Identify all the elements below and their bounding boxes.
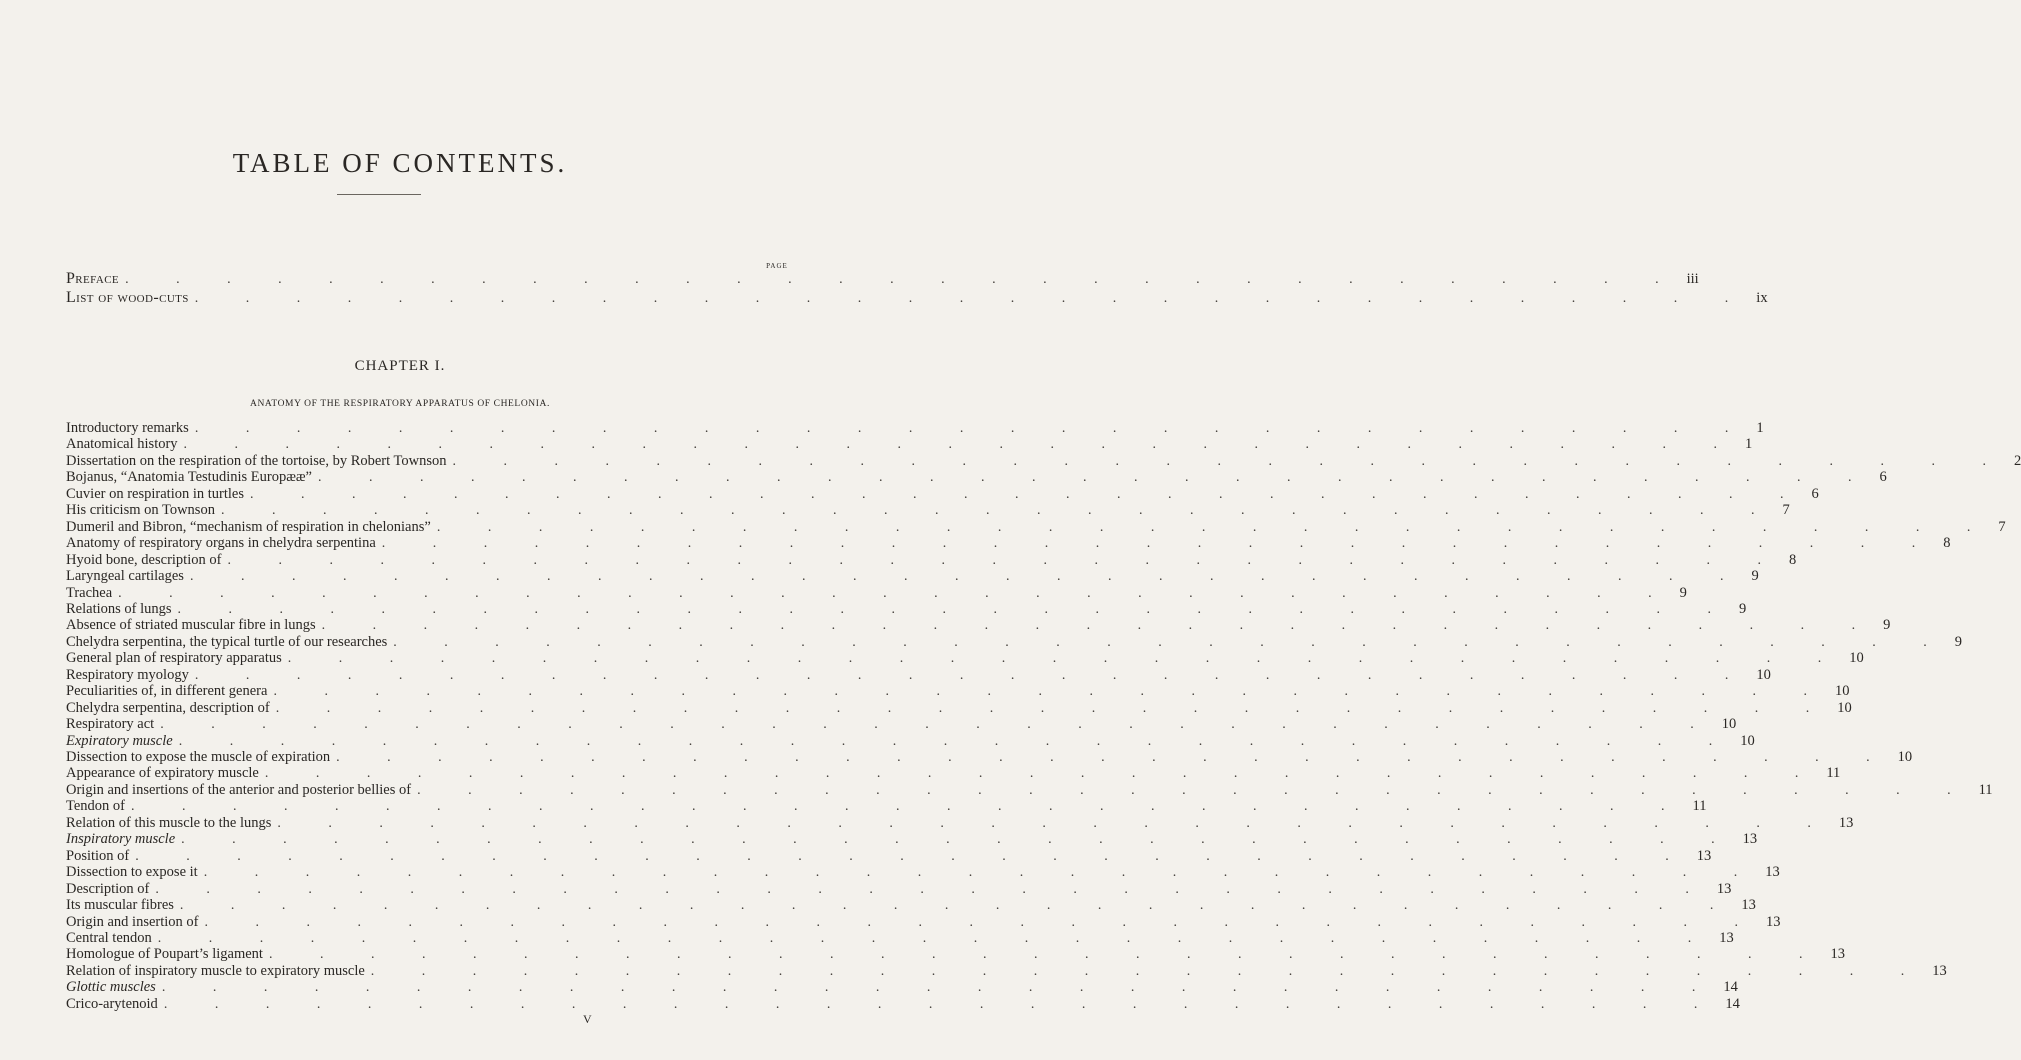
dot-leader: . . . . . . . . . . . . . . . . . . . . . . . . . . . . . . . — [287, 651, 1844, 667]
toc-entry-label: Relations of lungs — [66, 600, 172, 617]
toc-row — [66, 666, 1771, 685]
toc-page-number: 13 — [1765, 864, 1780, 881]
dot-leader: . . . . . . . . . . . . . . . . . . . . . . . . . . . . . . . — [177, 601, 1734, 617]
toc-page-number: 13 — [1742, 831, 1758, 848]
toc-page-number: 6 — [1811, 485, 1819, 502]
toc-page-number: 11 — [1826, 765, 1841, 782]
toc-row — [66, 485, 1819, 504]
dot-leader: . . . . . . . . . . . . . . . . . . . . . . . . . . . . . . . — [194, 291, 1751, 306]
toc-row — [66, 732, 1755, 751]
dot-leader: . . . . . . . . . . . . . . . . . . . . . . . . . . . . . . . — [178, 733, 1735, 749]
dot-leader: . . . . . . . . . . . . . . . . . . . . . . . . . . . . . . . — [204, 914, 1760, 930]
dot-leader: . . . . . . . . . . . . . . . . . . . . . . . . . . . . . . . — [370, 963, 1927, 979]
toc-entry-label: Trachea — [66, 584, 113, 601]
dot-leader: . . . . . . . . . . . . . . . . . . . . . . . . . . . . . . . — [436, 519, 1993, 535]
toc-page-number: 14 — [1723, 979, 1738, 996]
toc-row — [66, 962, 1947, 981]
dot-leader: . . . . . . . . . . . . . . . . . . . . . . . . . . . . . . . — [179, 898, 1736, 914]
toc-entry-label: Origin and insertion of — [66, 913, 199, 930]
toc-row — [66, 270, 1699, 288]
toc-entry-label: Dissection to expose it — [66, 864, 198, 881]
toc-page-number: 8 — [1788, 551, 1797, 568]
toc-page-number: iii — [1686, 271, 1699, 287]
dot-leader: . . . . . . . . . . . . . . . . . . . . . . . . . . . . . . . — [161, 980, 1718, 996]
toc-entry-label: Respiratory act — [66, 716, 155, 733]
dot-leader: . . . . . . . . . . . . . . . . . . . . . . . . . . . . . . . — [321, 618, 1878, 634]
toc-entry-label: Laryngeal cartilages — [66, 568, 184, 585]
toc-page-number: 10 — [1849, 650, 1864, 667]
toc-page-number: 7 — [1782, 502, 1790, 519]
toc-row — [66, 617, 1891, 635]
contents-entries — [66, 420, 2021, 1012]
toc-page-number: 9 — [1954, 633, 1963, 650]
toc-page-number: 10 — [1756, 666, 1771, 683]
toc-page-number: 8 — [1943, 535, 1951, 552]
toc-row — [66, 765, 1841, 783]
toc-row — [66, 897, 1756, 915]
toc-entry-label: Relation of inspiratory muscle to expiratory muscle — [66, 962, 365, 979]
toc-page-number: 7 — [1998, 518, 2006, 535]
toc-row — [66, 551, 1797, 570]
toc-page-number: 13 — [1932, 962, 1947, 979]
dot-leader: . . . . . . . . . . . . . . . . . . . . . . . . . . . . . . . — [264, 766, 1821, 782]
toc-page-number: 9 — [1679, 584, 1687, 601]
title-rule — [337, 194, 421, 195]
dot-leader: . . . . . . . . . . . . . . . . . . . . . . . . . . . . . . . — [163, 996, 1720, 1012]
toc-row — [66, 469, 1887, 487]
dot-leader: . . . . . . . . . . . . . . . . . . . . . . . . . . . . . . . — [381, 536, 1938, 552]
toc-entry-label: Bojanus, “Anatomia Testudinis Europææ” — [66, 469, 312, 486]
toc-entry-label: Central tendon — [66, 929, 152, 946]
toc-entry-label: Hyoid bone, description of — [66, 551, 222, 568]
toc-entry-label: Dumeril and Bibron, “mechanism of respiration in chelonians” — [66, 518, 431, 535]
toc-entry-label: Tendon of — [66, 798, 125, 815]
toc-page-number: 6 — [1879, 469, 1887, 486]
toc-page-number: 1 — [1756, 420, 1764, 436]
chapter-heading: CHAPTER I. — [354, 358, 446, 374]
toc-row — [66, 584, 1687, 603]
toc-page-number: 9 — [1739, 600, 1747, 617]
toc-page-number: 13 — [1719, 929, 1734, 946]
toc-row — [66, 913, 1781, 932]
dot-leader: . . . . . . . . . . . . . . . . . . . . . . . . . . . . . . . — [277, 815, 1833, 831]
toc-page-number: 14 — [1725, 995, 1740, 1012]
toc-entry-label: Cuvier on respiration in turtles — [66, 485, 244, 502]
toc-page-number: 13 — [1716, 880, 1732, 897]
dot-leader: . . . . . . . . . . . . . . . . . . . . . . . . . . . . . . . — [250, 486, 1806, 502]
toc-row — [66, 749, 1913, 767]
toc-page-number: 10 — [1897, 749, 1913, 765]
dot-leader: . . . . . . . . . . . . . . . . . . . . . . . . . . . . . . . — [130, 799, 1687, 815]
toc-row — [66, 568, 1759, 586]
toc-entry-label: Relation of this muscle to the lungs — [66, 814, 272, 831]
toc-page-number: 9 — [1883, 617, 1891, 634]
toc-row — [66, 831, 1758, 849]
dot-leader: . . . . . . . . . . . . . . . . . . . . . . . . . . . . . . . — [118, 585, 1674, 601]
dot-leader: . . . . . . . . . . . . . . . . . . . . . . . . . . . . . . . — [227, 552, 1783, 568]
toc-row — [66, 633, 1963, 652]
toc-row — [66, 798, 1707, 816]
toc-page-number: 10 — [1837, 699, 1852, 716]
dot-leader: . . . . . . . . . . . . . . . . . . . . . . . . . . . . . . . — [203, 865, 1760, 881]
toc-row — [66, 946, 1845, 964]
toc-entry-label: Position of — [66, 847, 130, 864]
toc-entry-label: Appearance of expiratory muscle — [66, 765, 259, 782]
toc-page-number: 13 — [1696, 847, 1712, 864]
dot-leader: . . . . . . . . . . . . . . . . . . . . . . . . . . . . . . . — [194, 667, 1751, 683]
dot-leader: . . . . . . . . . . . . . . . . . . . . . . . . . . . . . . . — [125, 272, 1681, 287]
toc-page-number: ix — [1756, 290, 1768, 306]
dot-leader: . . . . . . . . . . . . . . . . . . . . . . . . . . . . . . . — [194, 421, 1751, 436]
toc-entry-label: General plan of respiratory apparatus — [66, 650, 282, 667]
toc-entry-label: Expiratory muscle — [66, 732, 173, 749]
dot-leader: . . . . . . . . . . . . . . . . . . . . . . . . . . . . . . . — [452, 453, 2008, 469]
toc-page-number: 13 — [1766, 913, 1781, 930]
dot-leader: . . . . . . . . . . . . . . . . . . . . . . . . . . . . . . . — [181, 832, 1737, 848]
toc-row — [66, 781, 1993, 800]
toc-page-number: 10 — [1721, 716, 1737, 733]
dot-leader: . . . . . . . . . . . . . . . . . . . . . . . . . . . . . . . — [275, 700, 1832, 716]
toc-row — [66, 929, 1734, 948]
toc-entry-label: Dissertation on the respiration of the tortoise, by Robert Townson — [66, 452, 447, 469]
page-column-header: PAGE — [766, 262, 788, 270]
toc-row — [66, 847, 1712, 866]
toc-row — [66, 600, 1747, 619]
toc-entry-label: Homologue of Poupart’s ligament — [66, 946, 263, 963]
toc-page-number: 11 — [1692, 798, 1707, 815]
dot-leader: . . . . . . . . . . . . . . . . . . . . . . . . . . . . . . . — [268, 947, 1825, 963]
toc-entry-label: Inspiratory muscle — [66, 831, 176, 848]
toc-page-number: 10 — [1834, 683, 1850, 700]
dot-leader: . . . . . . . . . . . . . . . . . . . . . . . . . . . . . . . — [393, 634, 1949, 650]
toc-page-number: 13 — [1830, 946, 1845, 963]
dot-leader: . . . . . . . . . . . . . . . . . . . . . . . . . . . . . . . — [157, 930, 1714, 946]
toc-row — [66, 683, 1850, 701]
page-title: TABLE OF CONTENTS. — [232, 148, 568, 178]
dot-leader: . . . . . . . . . . . . . . . . . . . . . . . . . . . . . . . — [417, 782, 1973, 798]
toc-row — [66, 650, 1864, 668]
toc-entry-label: Preface — [66, 270, 120, 287]
toc-entry-label: Dissection to expose the muscle of expiration — [66, 749, 331, 765]
toc-row — [66, 420, 1764, 438]
toc-row — [66, 699, 1852, 718]
toc-entry-label: Crico-arytenoid — [66, 995, 158, 1012]
toc-entry-label: Absence of striated muscular fibre in lungs — [66, 617, 316, 634]
dot-leader: . . . . . . . . . . . . . . . . . . . . . . . . . . . . . . . — [318, 470, 1874, 486]
toc-row — [66, 289, 1768, 307]
signature-mark: V — [583, 1012, 592, 1026]
toc-page-number: 11 — [1978, 781, 1993, 798]
toc-row — [66, 716, 1737, 734]
dot-leader: . . . . . . . . . . . . . . . . . . . . . . . . . . . . . . . — [336, 750, 1892, 765]
toc-row — [66, 995, 1740, 1014]
toc-entry-label: List of wood-cuts — [66, 289, 189, 306]
toc-row — [66, 864, 1780, 882]
toc-entry-label: Its muscular fibres — [66, 897, 174, 914]
toc-entry-label: Description of — [66, 880, 150, 897]
dot-leader: . . . . . . . . . . . . . . . . . . . . . . . . . . . . . . . — [220, 503, 1777, 519]
toc-page-number: 1 — [1745, 436, 1753, 453]
toc-row — [66, 502, 1790, 520]
toc-row — [66, 535, 1951, 553]
toc-entry-label: His criticism on Townson — [66, 502, 215, 519]
dot-leader: . . . . . . . . . . . . . . . . . . . . . . . . . . . . . . . — [183, 437, 1740, 453]
toc-page-number: 13 — [1741, 897, 1756, 914]
toc-page-number: 2 — [2014, 452, 2021, 469]
toc-entry-label: Origin and insertions of the anterior and posterior bellies of — [66, 781, 412, 798]
dot-leader: . . . . . . . . . . . . . . . . . . . . . . . . . . . . . . . — [155, 881, 1711, 897]
toc-row — [66, 979, 1738, 997]
toc-page-number: 10 — [1740, 732, 1755, 749]
toc-row — [66, 436, 1753, 454]
toc-entry-label: Anatomy of respiratory organs in chelydra serpentina — [66, 535, 376, 552]
toc-entry-label: Chelydra serpentina, the typical turtle of our researches — [66, 633, 388, 650]
toc-entry-label: Glottic muscles — [66, 979, 156, 996]
dot-leader: . . . . . . . . . . . . . . . . . . . . . . . . . . . . . . . — [273, 684, 1829, 700]
toc-row — [66, 518, 2006, 537]
toc-row — [66, 880, 1732, 899]
toc-row — [66, 814, 1854, 833]
toc-page-number: 13 — [1838, 814, 1854, 831]
toc-entry-label: Peculiarities of, in different genera — [66, 683, 268, 700]
toc-entry-label: Chelydra serpentina, description of — [66, 699, 270, 716]
dot-leader: . . . . . . . . . . . . . . . . . . . . . . . . . . . . . . . — [160, 717, 1716, 733]
dot-leader: . . . . . . . . . . . . . . . . . . . . . . . . . . . . . . . — [135, 848, 1691, 864]
toc-page-number: 9 — [1751, 568, 1759, 585]
toc-entry-label: Anatomical history — [66, 436, 178, 453]
toc-entry-label: Respiratory myology — [66, 666, 189, 683]
dot-leader: . . . . . . . . . . . . . . . . . . . . . . . . . . . . . . . — [189, 569, 1746, 585]
toc-entry-label: Introductory remarks — [66, 420, 189, 436]
toc-row — [66, 452, 2021, 471]
chapter-subtitle: ANATOMY OF THE RESPIRATORY APPARATUS OF CHELONIA. — [250, 399, 550, 409]
